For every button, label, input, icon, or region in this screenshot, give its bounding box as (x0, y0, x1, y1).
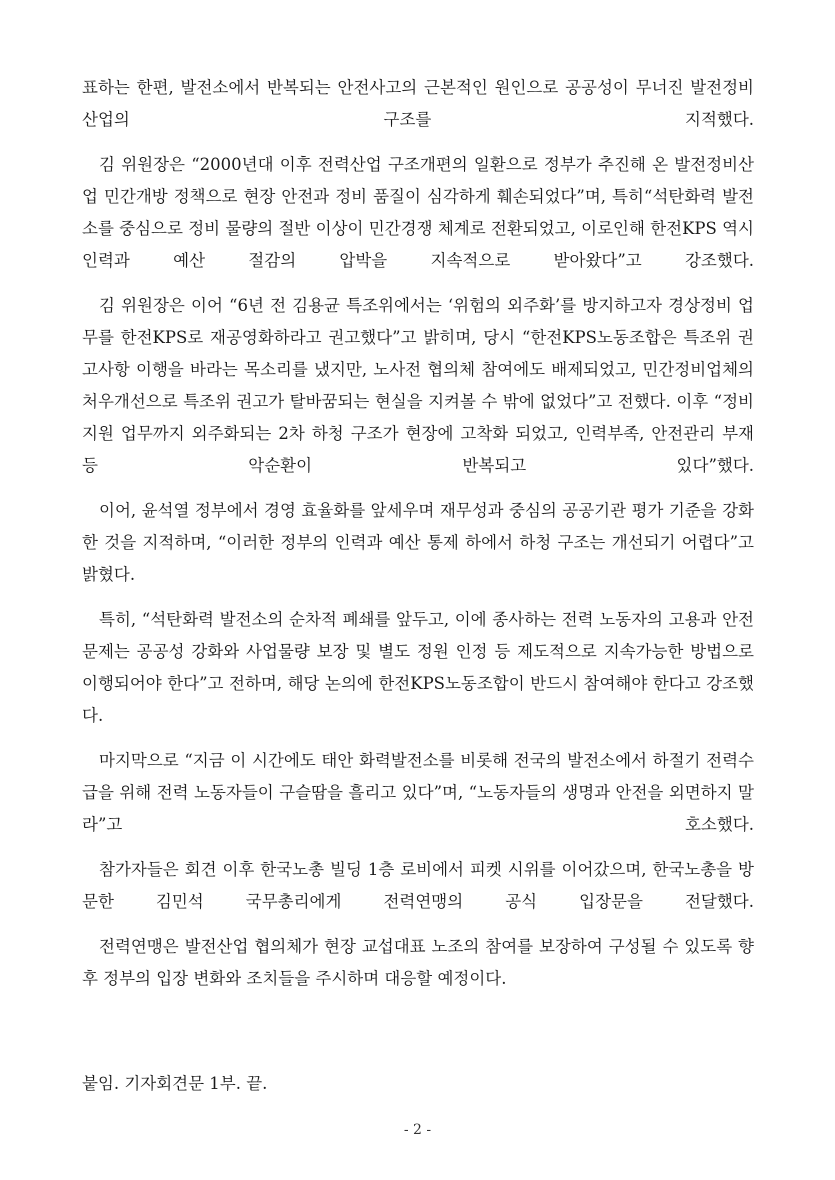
paragraph-chairman-statement: 김 위원장은 “2000년대 이후 전력산업 구조개편의 일환으로 정부가 추진해 온 발전정비산업 민간개방 정책으로 현장 안전과 정비 품질이 심각하게 훼손되었다”며, 특히“석탄화력 발전소를 중심으로 정비 물량의 절반 이상이 민간경쟁 체계로 전환되었고, 이로인해 한전KPS 역시 인력과 예산 절감의 압박을 지속적으로 받아왔다”고 강조했다. (82, 155, 754, 270)
paragraph-future-plan: 전력연맹은 발전산업 협의체가 현장 교섭대표 노조의 참여를 보장하여 구성될 수 있도록 향후 정부의 입장 변화와 조치들을 주시하며 대응할 예정이다. (82, 937, 754, 988)
paragraph-picket-protest: 참가자들은 회견 이후 한국노총 빌딩 1층 로비에서 피켓 시위를 이어갔으며, 한국노총을 방문한 김민석 국무총리에게 전력연맹의 공식 입장문을 전달했다. (82, 860, 754, 911)
attachment-note: 붙임. 기자회견문 1부. 끝. (82, 1074, 268, 1093)
paragraph-special-committee: 김 위원장은 이어 “6년 전 김용균 특조위에서는 ‘위험의 외주화’를 방지하고자 경상정비 업무를 한전KPS로 재공영화하라고 권고했다”고 밝히며, 당시 “한전KPS노동조합은 특조위 권고사항 이행을 바라는 목소리를 냈지만, 노사전 협의체 참여에도 배제되었고, 민간정비업체의 처우개선으로 특조위 권고가 탈바꿈되는 현실을 지켜볼 수 밖에 없었다”고 전했다. 이후 “정비지원 업무까지 외주화되는 2차 하청 구조가 현장에 고착화 되었고, 인력부족, 안전관리 부재 등 악순환이 반복되고 있다”했다. (82, 296, 754, 475)
page-number: - 2 - (403, 1122, 432, 1138)
paragraph-coal-plant-closure: 특히, “석탄화력 발전소의 순차적 폐쇄를 앞두고, 이에 종사하는 전력 노동자의 고용과 안전 문제는 공공성 강화와 사업물량 보장 및 별도 정원 인정 등 제도적으로 지속가능한 방법으로 이행되어야 한다”고 전하며, 해당 논의에 한전KPS노동조합이 반드시 참여해야 한다고 강조했다. (82, 610, 754, 725)
document-body (82, 72, 754, 1008)
paragraph-continuation: 표하는 한편, 발전소에서 반복되는 안전사고의 근본적인 원인으로 공공성이 무너진 발전정비산업의 구조를 지적했다. (82, 78, 754, 129)
paragraph-closing-appeal: 마지막으로 “지금 이 시간에도 태안 화력발전소를 비롯해 전국의 발전소에서 하절기 전력수급을 위해 전력 노동자들이 구슬땀을 흘리고 있다”며, “노동자들의 생명과 안전을 외면하지 말라”고 호소했다. (82, 751, 754, 834)
paragraph-government-policy: 이어, 윤석열 정부에서 경영 효율화를 앞세우며 재무성과 중심의 공공기관 평가 기준을 강화한 것을 지적하며, “이러한 정부의 인력과 예산 통제 하에서 하청 구조는 개선되기 어렵다”고 밝혔다. (82, 501, 754, 584)
